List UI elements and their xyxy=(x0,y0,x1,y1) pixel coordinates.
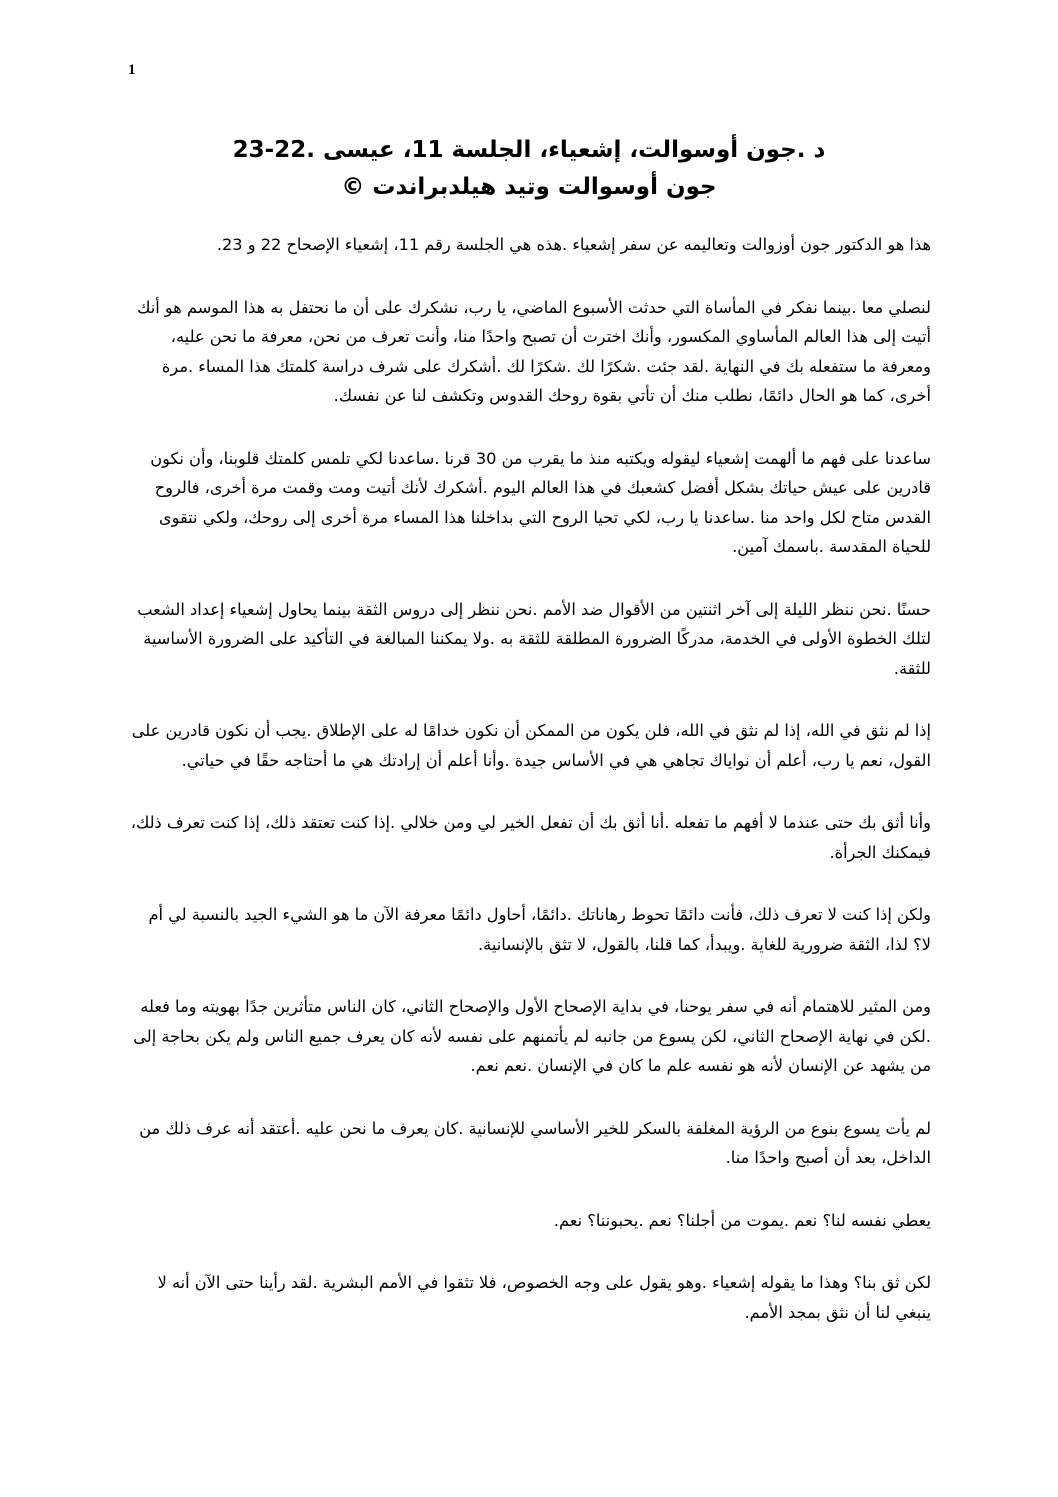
paragraph-intro: هذا هو الدكتور جون أوزوالت وتعاليمه عن سفر إشعياء .هذه هي الجلسة رقم 11، إشعياء الإصحاح 22 و 23. xyxy=(216,235,931,254)
paragraph-prayer-2: ساعدنا على فهم ما ألهمت إشعياء ليقوله ويكتبه منذ ما يقرب من 30 قرنا .ساعدنا لكي تلمس كلمتك قلوبنا، وأن نكون قادرين على عيش حياتك بشكل أفضل كشعبك في هذا العالم اليوم .أشكرك لأنك أتيت ومت وقمت مرة أخرى، فالروح القدس متاح لكل واحد منا .ساعدنا يا رب، لكي تحيا الروح التي بداخلنا هذا المساء مرة أخرى إلى روحك، ولكي نتقوى للحياة المقدسة .باسمك آمين. xyxy=(150,448,931,556)
title-line-1: د .جون أوسوالت، إشعياء، الجلسة 11، عيسى .22-23 xyxy=(232,137,826,163)
paragraph: لكن ثق بنا؟ وهذا ما يقوله إشعياء .وهو يقول على وجه الخصوص، فلا تثقوا في الأمم البشرية .لقد رأينا حتى الآن أنه لا ينبغي لنا أن نثق بمجد الأمم. xyxy=(157,1273,931,1322)
paragraph: ولكن إذا كنت لا تعرف ذلك، فأنت دائمًا تحوط رهاناتك .دائمًا، أحاول دائمًا معرفة الآن ما هو الشيء الجيد بالنسبة لي أم لا؟ لذا، الثقة ضرورية للغاية .ويبدأ، كما قلنا، بالقول، لا تثق بالإنسانية. xyxy=(148,905,931,954)
paragraph: حسنًا .نحن ننظر الليلة إلى آخر اثنتين من الأقوال ضد الأمم .نحن ننظر إلى دروس الثقة بينما يحاول إشعياء إعداد الشعب لتلك الخطوة الأولى في الخدمة، مدركًا الضرورة المطلقة للثقة به .ولا يمكننا المبالغة في التأكيد على الضرورة الأساسية للثقة. xyxy=(137,599,931,678)
paragraph: إذا لم نثق في الله، إذا لم نثق في الله، فلن يكون من الممكن أن نكون خدامًا له على الإطلاق .يجب أن نكون قادرين على القول، نعم يا رب، أعلم أن نواياك تجاهي هي في الأساس جيدة .وأنا أعلم أن إرادتك هي ما أحتاجه حقًا في حياتي. xyxy=(131,721,931,770)
paragraph: وأنا أثق بك حتى عندما لا أفهم ما تفعله .أنا أثق بك أن تفعل الخير لي ومن خلالي .إذا كنت تعتقد ذلك، إذا كنت تعرف ذلك، فيمكنك الجرأة. xyxy=(130,813,931,862)
paragraph: لم يأت يسوع بنوع من الرؤية المغلفة بالسكر للخير الأساسي للإنسانية .كان يعرف ما نحن عليه .أعتقد أنه عرف ذلك من الداخل، بعد أن أصبح واحدًا منا. xyxy=(139,1118,931,1167)
document-title xyxy=(140,132,918,206)
paragraph: يعطي نفسه لنا؟ نعم .يموت من أجلنا؟ نعم .يحبوننا؟ نعم. xyxy=(553,1210,931,1230)
page-number: 1 xyxy=(128,62,136,78)
title-line-2: جون أوسوالت وتيد هيلدبراندت © xyxy=(341,174,717,200)
paragraph: ومن المثير للاهتمام أنه في سفر يوحنا، في بداية الإصحاح الأول والإصحاح الثاني، كان الناس متأثرين جدًا بهويته وما فعله .لكن في نهاية الإصحاح الثاني، لكن يسوع من جانبه لم يأتمنهم على نفسه لأنه كان يعرف جميع الناس ولم يكن بحاجة إلى من يشهد عن الإنسان لأنه هو نفسه علم ما كان في الإنسان .نعم نعم. xyxy=(133,997,931,1075)
paragraph-prayer-1: لنصلي معا .بينما نفكر في المأساة التي حدثت الأسبوع الماضي، يا رب، نشكرك على أن ما نحتفل به هذا الموسم هو أنك أتيت إلى هذا العالم المأساوي المكسور، وأنك اخترت أن تصبح واحدًا منا، وأنت تعرف من نحن، معرفة ما نحن عليه، ومعرفة ما ستفعله بك في النهاية .لقد جئت .شكرًا لك .شكرًا لك .أشكرك على شرف دراسة كلمتك هذا المساء .مرة أخرى، كما هو الحال دائمًا، نطلب منك أن تأتي بقوة روحك القدوس وتكشف لنا عن نفسك. xyxy=(137,297,931,405)
document-body xyxy=(128,230,931,1360)
